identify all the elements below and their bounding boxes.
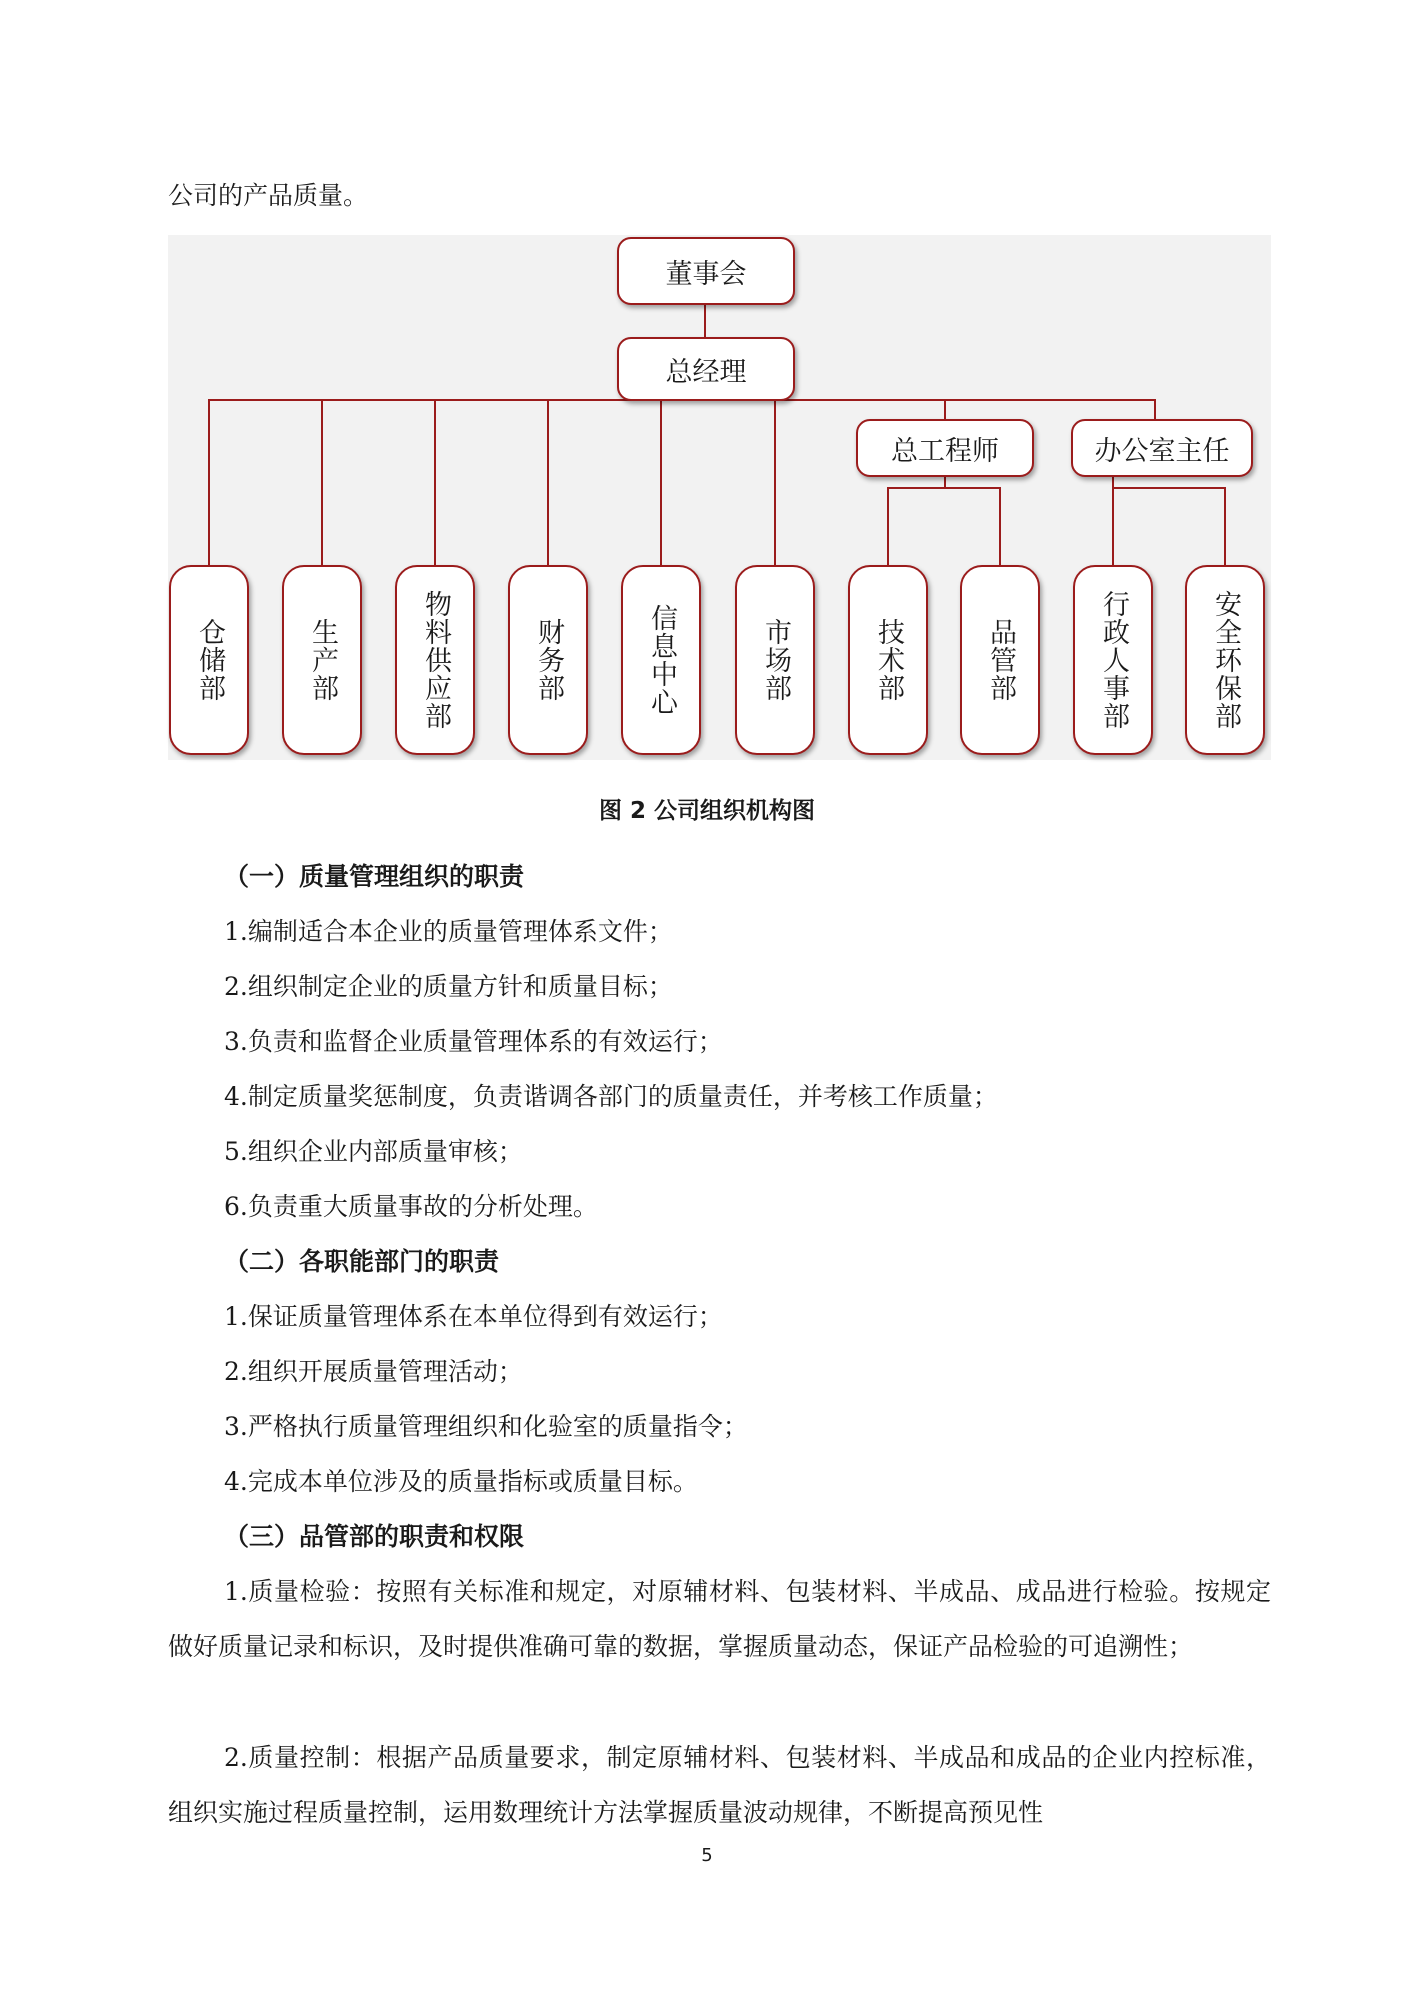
org-chart xyxy=(168,235,1271,760)
gm-node: 总经理 xyxy=(617,337,795,401)
list-item: 4.制定质量奖惩制度，负责谐调各部门的质量责任，并考核工作质量； xyxy=(224,1082,998,1111)
chief-engineer-node: 总工程师 xyxy=(856,419,1034,477)
dept-node xyxy=(960,565,1040,755)
dept-label: 物料供应部 xyxy=(420,590,451,730)
dept-label: 信息中心 xyxy=(646,604,677,716)
connector-line xyxy=(944,399,946,419)
dept-node xyxy=(508,565,588,755)
dept-node xyxy=(169,565,249,755)
list-item: 3.负责和监督企业质量管理体系的有效运行； xyxy=(224,1027,723,1056)
list-item: 1.编制适合本企业的质量管理体系文件； xyxy=(224,917,673,946)
connector-line xyxy=(774,399,776,565)
dept-node xyxy=(848,565,928,755)
section-heading: （一）质量管理组织的职责 xyxy=(224,862,525,891)
connector-line xyxy=(1154,399,1156,419)
office-director-node: 办公室主任 xyxy=(1071,419,1253,477)
body-paragraph: 1.质量检验：按照有关标准和规定，对原辅材料、包装材料、半成品、成品进行检验。按规定做好质量记录和标识，及时提供准确可靠的数据，掌握质量动态，保证产品检验的可追溯性； xyxy=(168,1577,1271,1661)
connector-line xyxy=(208,399,210,565)
connector-line xyxy=(704,305,706,337)
connector-line xyxy=(1112,487,1226,489)
dept-node xyxy=(1073,565,1153,755)
connector-line xyxy=(887,487,1001,489)
dept-node xyxy=(621,565,701,755)
connector-line xyxy=(1112,487,1114,565)
connector-line xyxy=(660,399,662,565)
dept-node xyxy=(735,565,815,755)
dept-label: 行政人事部 xyxy=(1098,590,1129,730)
dept-label: 仓储部 xyxy=(194,618,225,702)
lead-text: 公司的产品质量。 xyxy=(168,181,369,210)
list-item: 6.负责重大质量事故的分析处理。 xyxy=(224,1192,598,1221)
dept-label: 市场部 xyxy=(760,618,791,702)
connector-line xyxy=(547,399,549,565)
board-node: 董事会 xyxy=(617,237,795,305)
body-paragraph: 2.质量控制：根据产品质量要求，制定原辅材料、包装材料、半成品和成品的企业内控标准，组织实施过程质量控制，运用数理统计方法掌握质量波动规律，不断提高预见性 xyxy=(168,1743,1271,1827)
figure-caption: 图 2 公司组织机构图 xyxy=(598,798,816,824)
dept-node xyxy=(282,565,362,755)
connector-line xyxy=(1224,487,1226,565)
dept-label: 安全环保部 xyxy=(1210,590,1241,730)
section-heading: （二）各职能部门的职责 xyxy=(224,1247,500,1276)
list-item: 3.严格执行质量管理组织和化验室的质量指令； xyxy=(224,1412,748,1441)
dept-node xyxy=(1185,565,1265,755)
list-item: 5.组织企业内部质量审核； xyxy=(224,1137,523,1166)
dept-node xyxy=(395,565,475,755)
connector-line xyxy=(999,487,1001,565)
connector-line xyxy=(887,487,889,565)
dept-label: 生产部 xyxy=(307,618,338,702)
list-item: 4.完成本单位涉及的质量指标或质量目标。 xyxy=(224,1467,698,1496)
dept-label: 财务部 xyxy=(533,618,564,702)
list-item: 1.保证质量管理体系在本单位得到有效运行； xyxy=(224,1302,723,1331)
dept-label: 技术部 xyxy=(873,618,904,702)
connector-line xyxy=(321,399,323,565)
dept-label: 品管部 xyxy=(985,618,1016,702)
page-number: 5 xyxy=(701,1845,713,1866)
list-item: 2.组织开展质量管理活动； xyxy=(224,1357,523,1386)
connector-line xyxy=(434,399,436,565)
section-heading: （三）品管部的职责和权限 xyxy=(224,1522,525,1551)
list-item: 2.组织制定企业的质量方针和质量目标； xyxy=(224,972,673,1001)
